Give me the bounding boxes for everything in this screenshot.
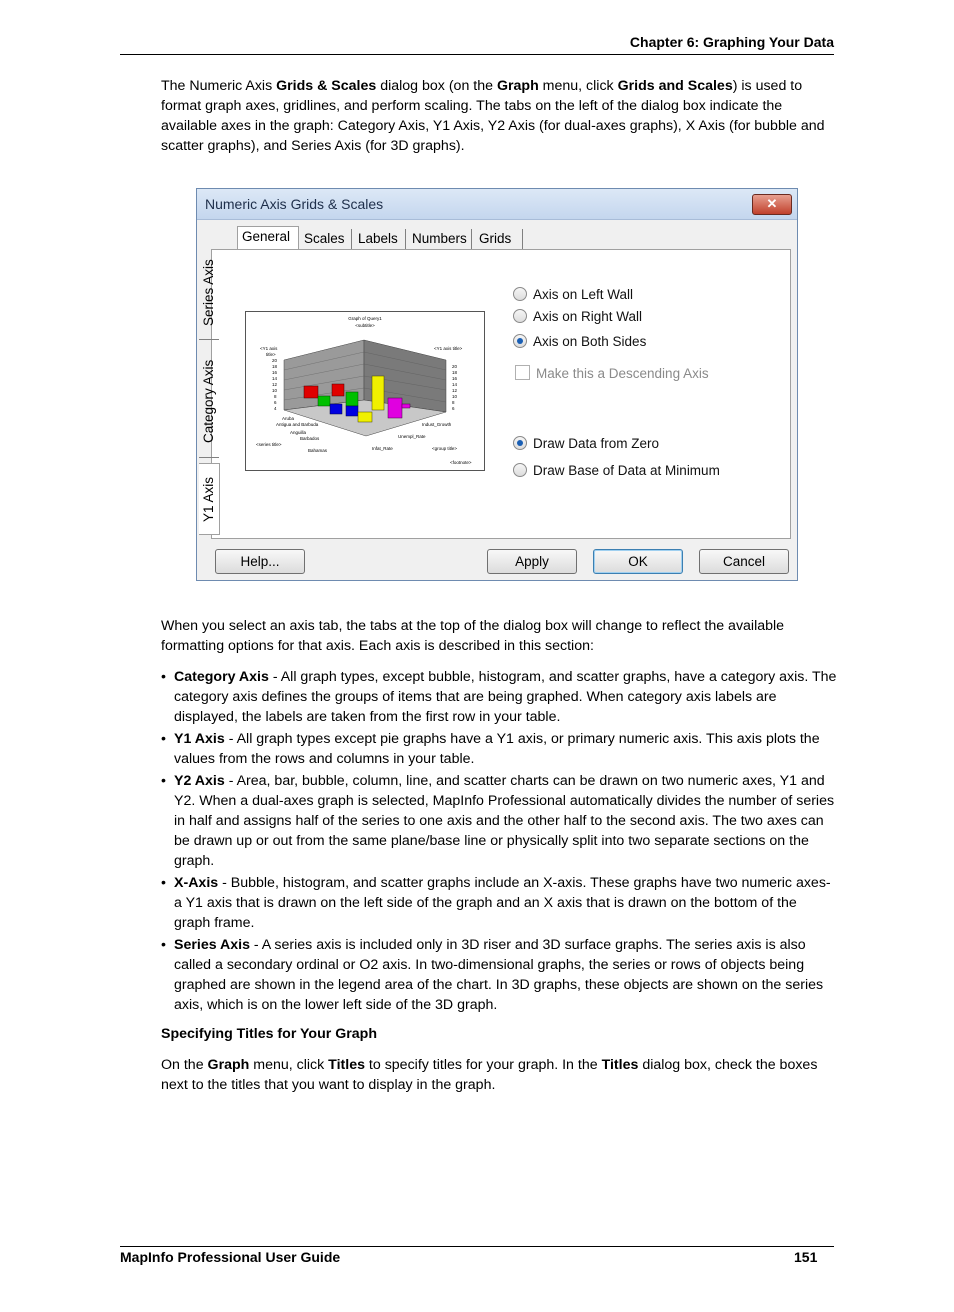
list-item: • Y2 Axis - Area, bar, bubble, column, line, and scatter charts can be drawn on two numeric axes, Y1 and Y2. When a dual-axes graph is selected, MapInfo Professional automatically divides the number of series in half and assigns half of the series to one axis and the other half to the second axis. The two axes can be drawn up or out from the same plane/base line or physically split into two separate sections on the graph. [161, 773, 835, 869]
close-icon[interactable]: ✕ [752, 194, 792, 215]
preview-bar [358, 412, 372, 422]
ok-button[interactable]: OK [593, 549, 683, 574]
apply-button[interactable]: Apply [487, 549, 577, 574]
preview-label: Aruba [282, 416, 295, 421]
tab-scales[interactable]: Scales [300, 229, 352, 250]
preview-series-title: <series title> [256, 442, 282, 447]
preview-label: Infat_Rate [372, 446, 393, 451]
help-button[interactable]: Help... [215, 549, 305, 574]
preview-label: Anguilla [290, 430, 307, 435]
radio-selected-icon [513, 334, 527, 348]
radio-icon [513, 463, 527, 477]
preview-tick: 14 [272, 376, 278, 381]
preview-left-ticks [272, 358, 278, 411]
side-tab-category-axis[interactable]: Category Axis [199, 345, 219, 458]
preview-title: Graph of Query1 [348, 316, 382, 321]
cancel-button[interactable]: Cancel [699, 549, 789, 574]
radio-axis-both-sides[interactable]: Axis on Both Sides [513, 334, 646, 349]
preview-tick: 20 [272, 358, 278, 363]
preview-tick: 16 [452, 376, 458, 381]
preview-bar [388, 398, 402, 418]
preview-y1-title: <Y1 axis [260, 346, 278, 351]
tab-grids[interactable]: Grids [475, 229, 523, 250]
radio-axis-left-wall[interactable]: Axis on Left Wall [513, 287, 633, 302]
list-item: • Category Axis - All graph types, except bubble, histogram, and scatter graphs, have a category axis. The category axis defines the groups of items that are being graphed. When category axis labels are displayed, the labels are taken from the first row in your table. [161, 669, 837, 725]
dialog-titlebar [197, 189, 797, 220]
preview-tick: 20 [452, 364, 458, 369]
preview-y2-title: <Y1 axis title> [434, 346, 463, 351]
preview-tick: 16 [272, 370, 278, 375]
radio-draw-base-minimum[interactable]: Draw Base of Data at Minimum [513, 463, 720, 478]
preview-right-ticks [452, 364, 458, 411]
side-tab-series-axis[interactable]: Series Axis [199, 247, 219, 340]
preview-label: Unempl_Rate [398, 434, 426, 439]
tab-numbers[interactable]: Numbers [408, 229, 472, 250]
preview-tick: 12 [272, 382, 278, 387]
preview-label: Antigua and Barbuda [276, 422, 319, 427]
preview-subtitle: <subtitle> [355, 323, 375, 328]
preview-bar [372, 376, 384, 410]
preview-footnote: <footnote> [450, 460, 472, 465]
side-tab-y1-axis[interactable]: Y1 Axis [199, 463, 220, 535]
list-item: • Series Axis - A series axis is included only in 3D riser and 3D surface graphs. The series axis is also called a secondary ordinal or O2 axis. In two-dimensional graphs, the series or rows of objects being graphed are shown in the legend area of the chart. In 3D graphs, these objects are shown on the series axis, which is on the lower left side of the 3D graph. [161, 937, 824, 1013]
titles-paragraph: On the Graph menu, click Titles to specify titles for your graph. In the Titles dialog box, check the boxes next to the titles that you want to display in the graph. [161, 1057, 818, 1093]
page-number: 151 [794, 1249, 818, 1265]
preview-tick: 10 [452, 394, 458, 399]
preview-bar [402, 404, 410, 408]
preview-tick: 6 [274, 400, 277, 405]
preview-bar [332, 384, 344, 396]
chapter-header: Chapter 6: Graphing Your Data [629, 34, 834, 50]
grids-scales-dialog [196, 188, 798, 581]
preview-tick: 18 [452, 370, 458, 375]
radio-icon [513, 309, 527, 323]
list-item: • X-Axis - Bubble, histogram, and scatter graphs include an X-axis. These graphs have two numeric axes-a Y1 axis that is drawn on the left side of the graph and an X axis that is drawn on the bottom of the graph frame. [161, 875, 831, 931]
intro-paragraph: The Numeric Axis Grids & Scales dialog box (on the Graph menu, click Grids and Scales) is used to format graph axes, gridlines, and perform scaling. The tabs on the left of the dialog box indicate the available axes in the graph: Category Axis, Y1 Axis, Y2 Axis (for dual-axes graphs), X Axis (for bubble and scatter graphs), and Series Axis (for 3D graphs). [161, 78, 825, 154]
list-item: • Y1 Axis - All graph types except pie graphs have a Y1 axis, or primary numeric axis. This axis plots the values from the rows and columns in your table. [161, 731, 820, 767]
preview-y1-title-2: title> [266, 352, 276, 357]
preview-tick: 4 [274, 406, 277, 411]
preview-label: Indust_Growth [422, 422, 452, 427]
preview-bar [330, 404, 342, 414]
preview-tick: 8 [274, 394, 277, 399]
graph-preview [245, 311, 485, 471]
radio-draw-from-zero[interactable]: Draw Data from Zero [513, 436, 659, 451]
checkbox-descending-axis[interactable]: Make this a Descending Axis [515, 365, 709, 381]
preview-label: Barbados [300, 436, 320, 441]
header-rule [120, 54, 834, 55]
preview-tick: 8 [452, 400, 455, 405]
preview-bar [346, 406, 358, 416]
preview-bar [346, 392, 358, 406]
dialog-title: Numeric Axis Grids & Scales [205, 196, 384, 212]
tab-general[interactable]: General [237, 226, 299, 250]
preview-tick: 6 [452, 406, 455, 411]
preview-label: Bahamas [308, 448, 328, 453]
axis-bullet-list [161, 667, 837, 1017]
preview-bar [304, 386, 318, 398]
tab-labels[interactable]: Labels [354, 229, 406, 250]
radio-selected-icon [513, 436, 527, 450]
section-heading: Specifying Titles for Your Graph [161, 1026, 378, 1042]
preview-bar [318, 396, 330, 406]
preview-tick: 12 [452, 388, 458, 393]
preview-tick: 18 [272, 364, 278, 369]
footer-rule [120, 1246, 834, 1247]
axis-intro-paragraph: When you select an axis tab, the tabs at the top of the dialog box will change to reflect the available formatting options for that axis. Each axis is described in this section: [161, 618, 785, 654]
preview-tick: 10 [272, 388, 278, 393]
preview-group-title: <group title> [432, 446, 458, 451]
radio-icon [513, 287, 527, 301]
radio-axis-right-wall[interactable]: Axis on Right Wall [513, 309, 642, 324]
preview-tick: 14 [452, 382, 458, 387]
footer-title: MapInfo Professional User Guide [120, 1249, 341, 1265]
checkbox-icon [515, 365, 530, 380]
